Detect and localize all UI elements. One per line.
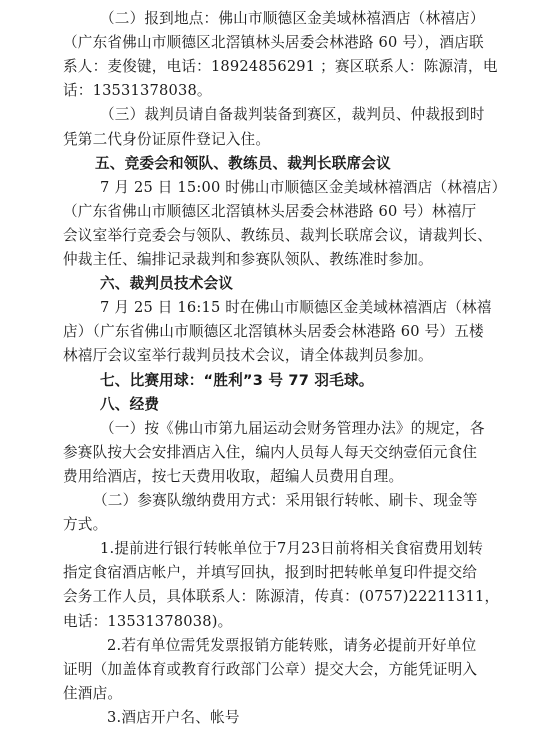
text-line-14: 店）（广东省佛山市顺德区北滘镇林头居委会林港路 60 号）五楼 bbox=[63, 323, 484, 341]
text-line-3: 系人：麦俊键，电话：18924856291 ；赛区联系人：陈源清，电 bbox=[63, 58, 498, 76]
text-line-11: 仲裁主任、编排记录裁判和参赛队领队、教练准时参加。 bbox=[63, 251, 433, 268]
section-heading-8: 八、经费 bbox=[100, 395, 160, 413]
text-line-13: 7 月 25 日 16:15 时在佛山市顺德区金美域林禧酒店（林禧 bbox=[100, 299, 492, 317]
text-line-10: 会议室举行竞委会与领队、教练员、裁判长联席会议，请裁判长、 bbox=[63, 226, 493, 244]
section-heading-6: 六、裁判员技术会议 bbox=[100, 275, 234, 293]
text-line-5: （三）裁判员请自备裁判装备到赛区，裁判员、仲裁报到时 bbox=[100, 106, 485, 124]
section-heading-5: 五、竞委会和领队、教练员、裁判长联席会议 bbox=[95, 154, 391, 172]
text-line-1: （二）报到地点：佛山市顺德区金美域林禧酒店（林禧店） bbox=[100, 10, 485, 27]
text-line-15: 林禧厅会议室举行裁判员技术会议，请全体裁判员参加。 bbox=[63, 347, 433, 365]
text-line-4: 话：13531378038。 bbox=[63, 82, 212, 100]
text-line-24: 指定食宿酒店帐户，并填写回执，报到时把转帐单复印件提交给 bbox=[63, 564, 478, 582]
text-line-26: 电话：13531378038)。 bbox=[63, 612, 233, 630]
text-line-19: 参赛队按大会安排酒店入住，编内人员每人每天交纳壹佰元食住 bbox=[63, 443, 478, 461]
text-line-6: 凭第二代身份证原件登记入住。 bbox=[63, 130, 271, 148]
text-line-23: 1.提前进行银行转帐单位于7月23日前将相关食宿费用划转 bbox=[100, 540, 484, 558]
text-line-25: 会务工作人员，具体联系人：陈源清，传真：(0757)22211311， bbox=[63, 588, 500, 606]
text-line-28: 证明（加盖体育或教育行政部门公章）提交大会，方能凭证明入 bbox=[63, 660, 478, 678]
text-line-20: 费用给酒店，按七天费用收取，超编人员费用自理。 bbox=[63, 467, 404, 485]
text-line-18: （一）按《佛山市第九届运动会财务管理办法》的规定，各 bbox=[100, 419, 485, 437]
text-line-30: 3.酒店开户名、帐号 bbox=[107, 708, 240, 726]
text-line-22: 方式。 bbox=[63, 516, 108, 534]
section-heading-7: 七、比赛用球：“胜利”3 号 77 羽毛球。 bbox=[100, 371, 374, 389]
text-line-8: 7 月 25 日 15:00 时佛山市顺德区金美域林禧酒店（林禧店） bbox=[100, 178, 507, 196]
text-line-29: 住酒店。 bbox=[63, 684, 123, 702]
text-line-2: （广东省佛山市顺德区北滘镇林头居委会林港路 60 号），酒店联 bbox=[63, 34, 484, 52]
text-line-27: 2.若有单位需凭发票报销方能转账，请务必提前开好单位 bbox=[107, 636, 477, 654]
text-line-21: （二）参赛队缴纳费用方式：采用银行转帐、刷卡、现金等 bbox=[93, 492, 478, 509]
text-line-9: （广东省佛山市顺德区北滘镇林头居委会林港路 60 号）林禧厅 bbox=[63, 202, 477, 220]
